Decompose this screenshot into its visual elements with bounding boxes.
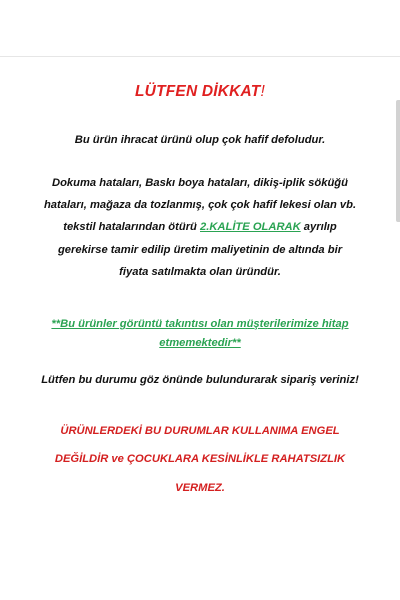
defects-line: hataları, mağaza da tozlanmış, çok çok hafif lekesi olan vb. — [43, 199, 357, 212]
quality-grade-highlight: 2.KALİTE OLARAK — [200, 221, 301, 234]
customer-note — [0, 315, 400, 352]
usage-warning-line: ÜRÜNLERDEKİ BU DURUMLAR KULLANIMA ENGEL — [60, 425, 340, 438]
order-instruction: Lütfen bu durumu göz önünde bulundurarak sipariş veriniz! — [41, 374, 359, 387]
defects-paragraph — [0, 172, 400, 283]
defects-line — [0, 216, 400, 238]
usage-warning — [0, 417, 400, 502]
usage-warning-line: DEĞİLDİR ve ÇOCUKLARA KESİNLİKLE RAHATSIZLIK — [54, 453, 346, 466]
customer-note-line: **Bu ürünler görüntü takıntısı olan müşterilerimize hitap — [51, 318, 349, 331]
defects-line: gerekirse tamir edilip üretim maliyetinin de altında bir — [57, 243, 343, 256]
notice-title-exclamation: ! — [260, 83, 265, 100]
customer-note-line: etmemektedir** — [159, 336, 241, 349]
notice-title-text: LÜTFEN DİKKAT — [135, 83, 261, 100]
defects-line: fiyata satılmakta olan üründür. — [119, 265, 281, 278]
notice-title — [0, 80, 400, 104]
defects-line-text: ayrılıp — [300, 221, 337, 234]
notice-content — [0, 80, 400, 502]
usage-warning-line: VERMEZ. — [175, 481, 225, 494]
defects-line-text: tekstil hatalarından ötürü — [63, 221, 200, 234]
top-divider — [0, 56, 400, 57]
intro-text: Bu ürün ihracat ürünü olup çok hafif defoludur. — [74, 134, 326, 146]
defects-line: Dokuma hataları, Baskı boya hataları, dikiş-iplik söküğü — [52, 177, 348, 189]
